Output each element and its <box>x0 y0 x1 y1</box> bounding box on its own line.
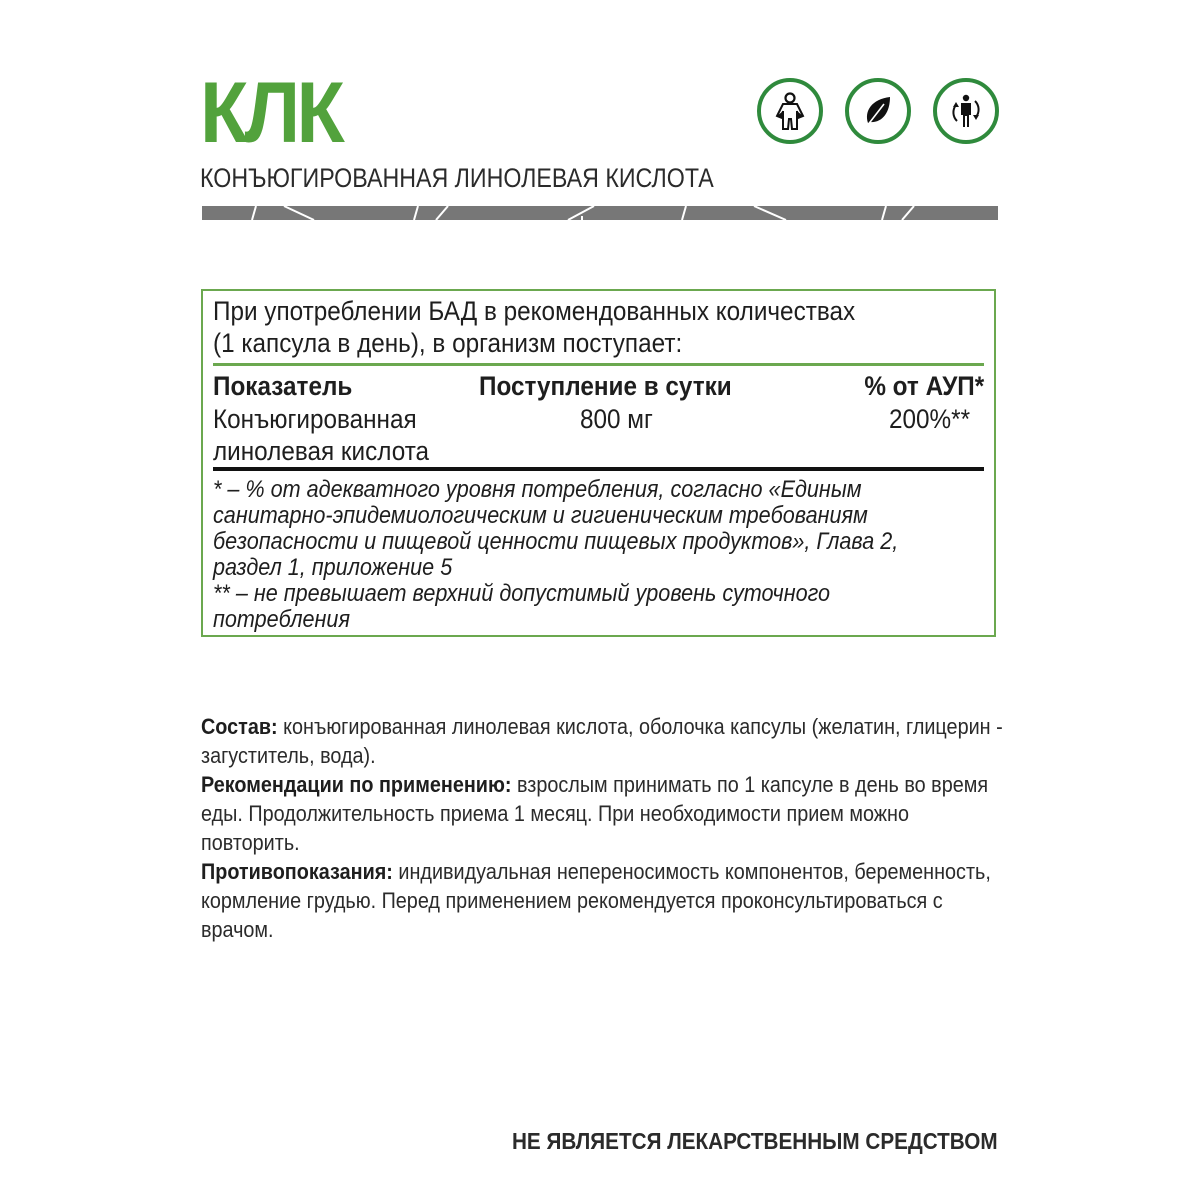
composition-paragraph <box>201 712 1011 770</box>
leaf-icon <box>845 78 911 144</box>
footnote-2-line-1: ** – не превышает верхний допустимый уровень суточного <box>213 580 831 607</box>
contraindications-paragraph <box>201 857 1011 944</box>
contraindications-text: индивидуальная непереносимость компонентов, беременность, кормление грудью. Перед применением рекомендуется проконсультироваться с врачом. <box>201 859 991 942</box>
table-header <box>203 371 994 405</box>
usage-label: Рекомендации по применению: <box>201 772 512 797</box>
body-shape-icon <box>757 78 823 144</box>
footnote-1-line-1: * – % от адекватного уровня потребления, согласно «Единым <box>213 476 862 503</box>
composition-label: Состав: <box>201 714 278 739</box>
disclaimer: НЕ ЯВЛЯЕТСЯ ЛЕКАРСТВЕННЫМ СРЕДСТВОМ <box>512 1128 998 1154</box>
cell-indicator-line-1: Конъюгированная <box>213 404 417 434</box>
header-daily-intake: Поступление в сутки <box>479 371 732 401</box>
product-details <box>201 712 1011 944</box>
usage-paragraph <box>201 770 1011 857</box>
footnote-1-line-3: безопасности и пищевой ценности пищевых продуктов», Глава 2, <box>213 528 899 555</box>
cell-daily: 800 мг <box>580 404 653 434</box>
product-subtitle: КОНЪЮГИРОВАННАЯ ЛИНОЛЕВАЯ КИСЛОТА <box>200 163 714 193</box>
usage-text: взрослым принимать по 1 капсуле в день во время еды. Продолжительность приема 1 месяц. При необходимости прием можно повторить. <box>201 772 989 855</box>
cell-indicator-line-2: линолевая кислота <box>213 436 430 466</box>
decorative-stripe <box>202 206 998 220</box>
intro-line-1: При употреблении БАД в рекомендованных количествах <box>213 296 856 326</box>
nutrition-info-box <box>201 289 996 637</box>
intro-line-2: (1 капсула в день), в организм поступает: <box>213 328 683 358</box>
person-cycle-icon <box>933 78 999 144</box>
header-indicator: Показатель <box>213 371 353 401</box>
footnote-1-line-4: раздел 1, приложение 5 <box>213 554 453 581</box>
footnote-1-line-2: санитарно-эпидемиологическим и гигиеническим требованиям <box>213 502 868 529</box>
footnotes <box>213 477 924 633</box>
product-title: КЛК <box>200 65 342 161</box>
intro-text <box>213 295 915 359</box>
composition-text: конъюгированная линолевая кислота, оболочка капсулы (желатин, глицерин - загуститель, вода). <box>201 714 1003 768</box>
cell-percent: 200%** <box>888 404 970 434</box>
header-percent: % от АУП* <box>864 371 984 401</box>
black-divider <box>213 467 984 471</box>
contraindications-label: Противопоказания: <box>201 859 393 884</box>
footnote-2-line-2: потребления <box>213 606 350 633</box>
cell-indicator <box>213 403 429 467</box>
green-divider <box>213 363 984 366</box>
feature-icons <box>757 78 999 144</box>
